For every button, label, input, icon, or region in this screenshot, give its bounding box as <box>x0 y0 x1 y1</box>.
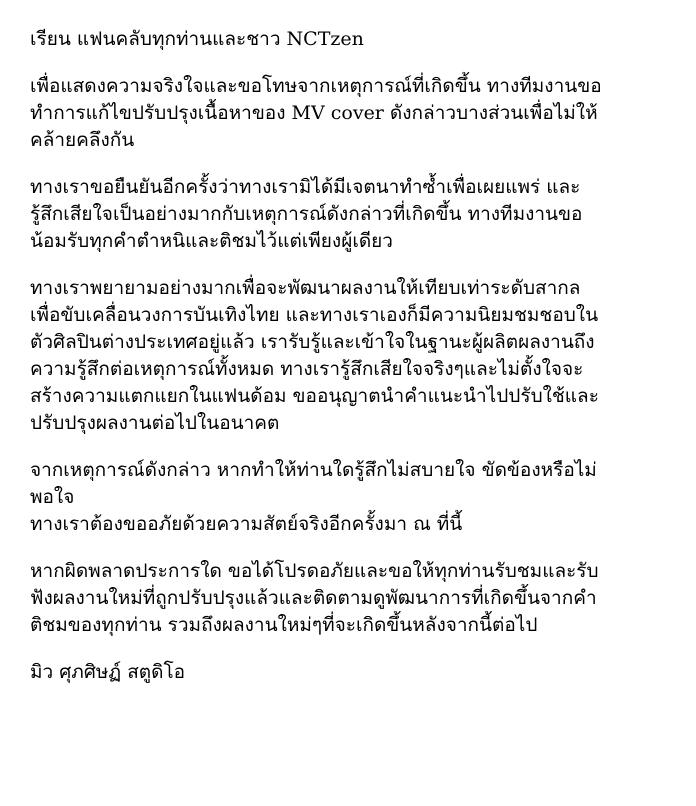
paragraph-line: ฟังผลงานใหม่ที่ถูกปรับปรุงแล้วและติดตามดูพัฒนาการที่เกิดขึ้นจากคำ <box>30 587 597 609</box>
paragraph-line: คล้ายคลึงกัน <box>30 129 135 151</box>
paragraph-line: เพื่อขับเคลื่อนวงการบันเทิงไทย และทางเราเองก็มีความนิยมชมชอบใน <box>30 304 599 326</box>
paragraph-line: พอใจ <box>30 486 75 508</box>
paragraph-apology-correction <box>30 73 666 154</box>
paragraph-effort-development <box>30 275 666 437</box>
paragraph-no-intent <box>30 174 666 255</box>
paragraph-line: ตัวศิลปินต่างประเทศอยู่แล้ว เรารับรู้และเข้าใจในฐานะผู้ผลิตผลงานถึง <box>30 331 595 353</box>
letter-greeting <box>30 26 666 53</box>
paragraph-line: จากเหตุการณ์ดังกล่าว หากทำให้ท่านใดรู้สึกไม่สบายใจ ขัดข้องหรือไม่ <box>30 459 597 481</box>
paragraph-line: รู้สึกเสียใจเป็นอย่างมากกับเหตุการณ์ดังกล่าวที่เกิดขึ้น ทางทีมงานขอ <box>30 203 583 225</box>
paragraph-sincere-apology <box>30 457 666 538</box>
paragraph-line: ทางเราขอยืนยันอีกครั้งว่าทางเรามิได้มีเจตนาทำซ้ำเพื่อเผยแพร่ และ <box>30 176 581 198</box>
paragraph-line: เพื่อแสดงความจริงใจและขอโทษจากเหตุการณ์ที่เกิดขึ้น ทางทีมงานขอ <box>30 75 602 97</box>
paragraph-line: ทำการแก้ไขปรับปรุงเนื้อหาของ MV cover ดังกล่าวบางส่วนเพื่อไม่ให้ <box>30 102 598 124</box>
paragraph-line: ความรู้สึกต่อเหตุการณ์ทั้งหมด ทางเรารู้สึกเสียใจจริงๆและไม่ตั้งใจจะ <box>30 358 584 380</box>
paragraph-line: ติชมของทุกท่าน รวมถึงผลงานใหม่ๆที่จะเกิดขึ้นหลังจากนี้ต่อไป <box>30 614 538 636</box>
paragraph-line: หากผิดพลาดประการใด ขอได้โปรดอภัยและขอให้ทุกท่านรับชมและรับ <box>30 560 599 582</box>
paragraph-line: สร้างความแตกแยกในแฟนด้อม ขออนุญาตนำคำแนะนำไปปรับใช้และ <box>30 385 599 407</box>
paragraph-line: ปรับปรุงผลงานต่อไปในอนาคต <box>30 412 280 434</box>
signature-line: มิว ศุภศิษฏ์ สตูดิโอ <box>30 661 186 683</box>
greeting-line: เรียน แฟนคลับทุกท่านและชาว NCTzen <box>30 28 364 50</box>
paragraph-line: ทางเราพยายามอย่างมากเพื่อจะพัฒนาผลงานให้เทียบเท่าระดับสากล <box>30 277 581 299</box>
paragraph-line: น้อมรับทุกคำตำหนิและติชมไว้แต่เพียงผู้เดียว <box>30 230 393 252</box>
paragraph-closing-request <box>30 558 666 639</box>
letter-signature <box>30 659 666 686</box>
paragraph-line: ทางเราต้องขออภัยด้วยความสัตย์จริงอีกครั้งมา ณ ที่นี้ <box>30 513 463 535</box>
